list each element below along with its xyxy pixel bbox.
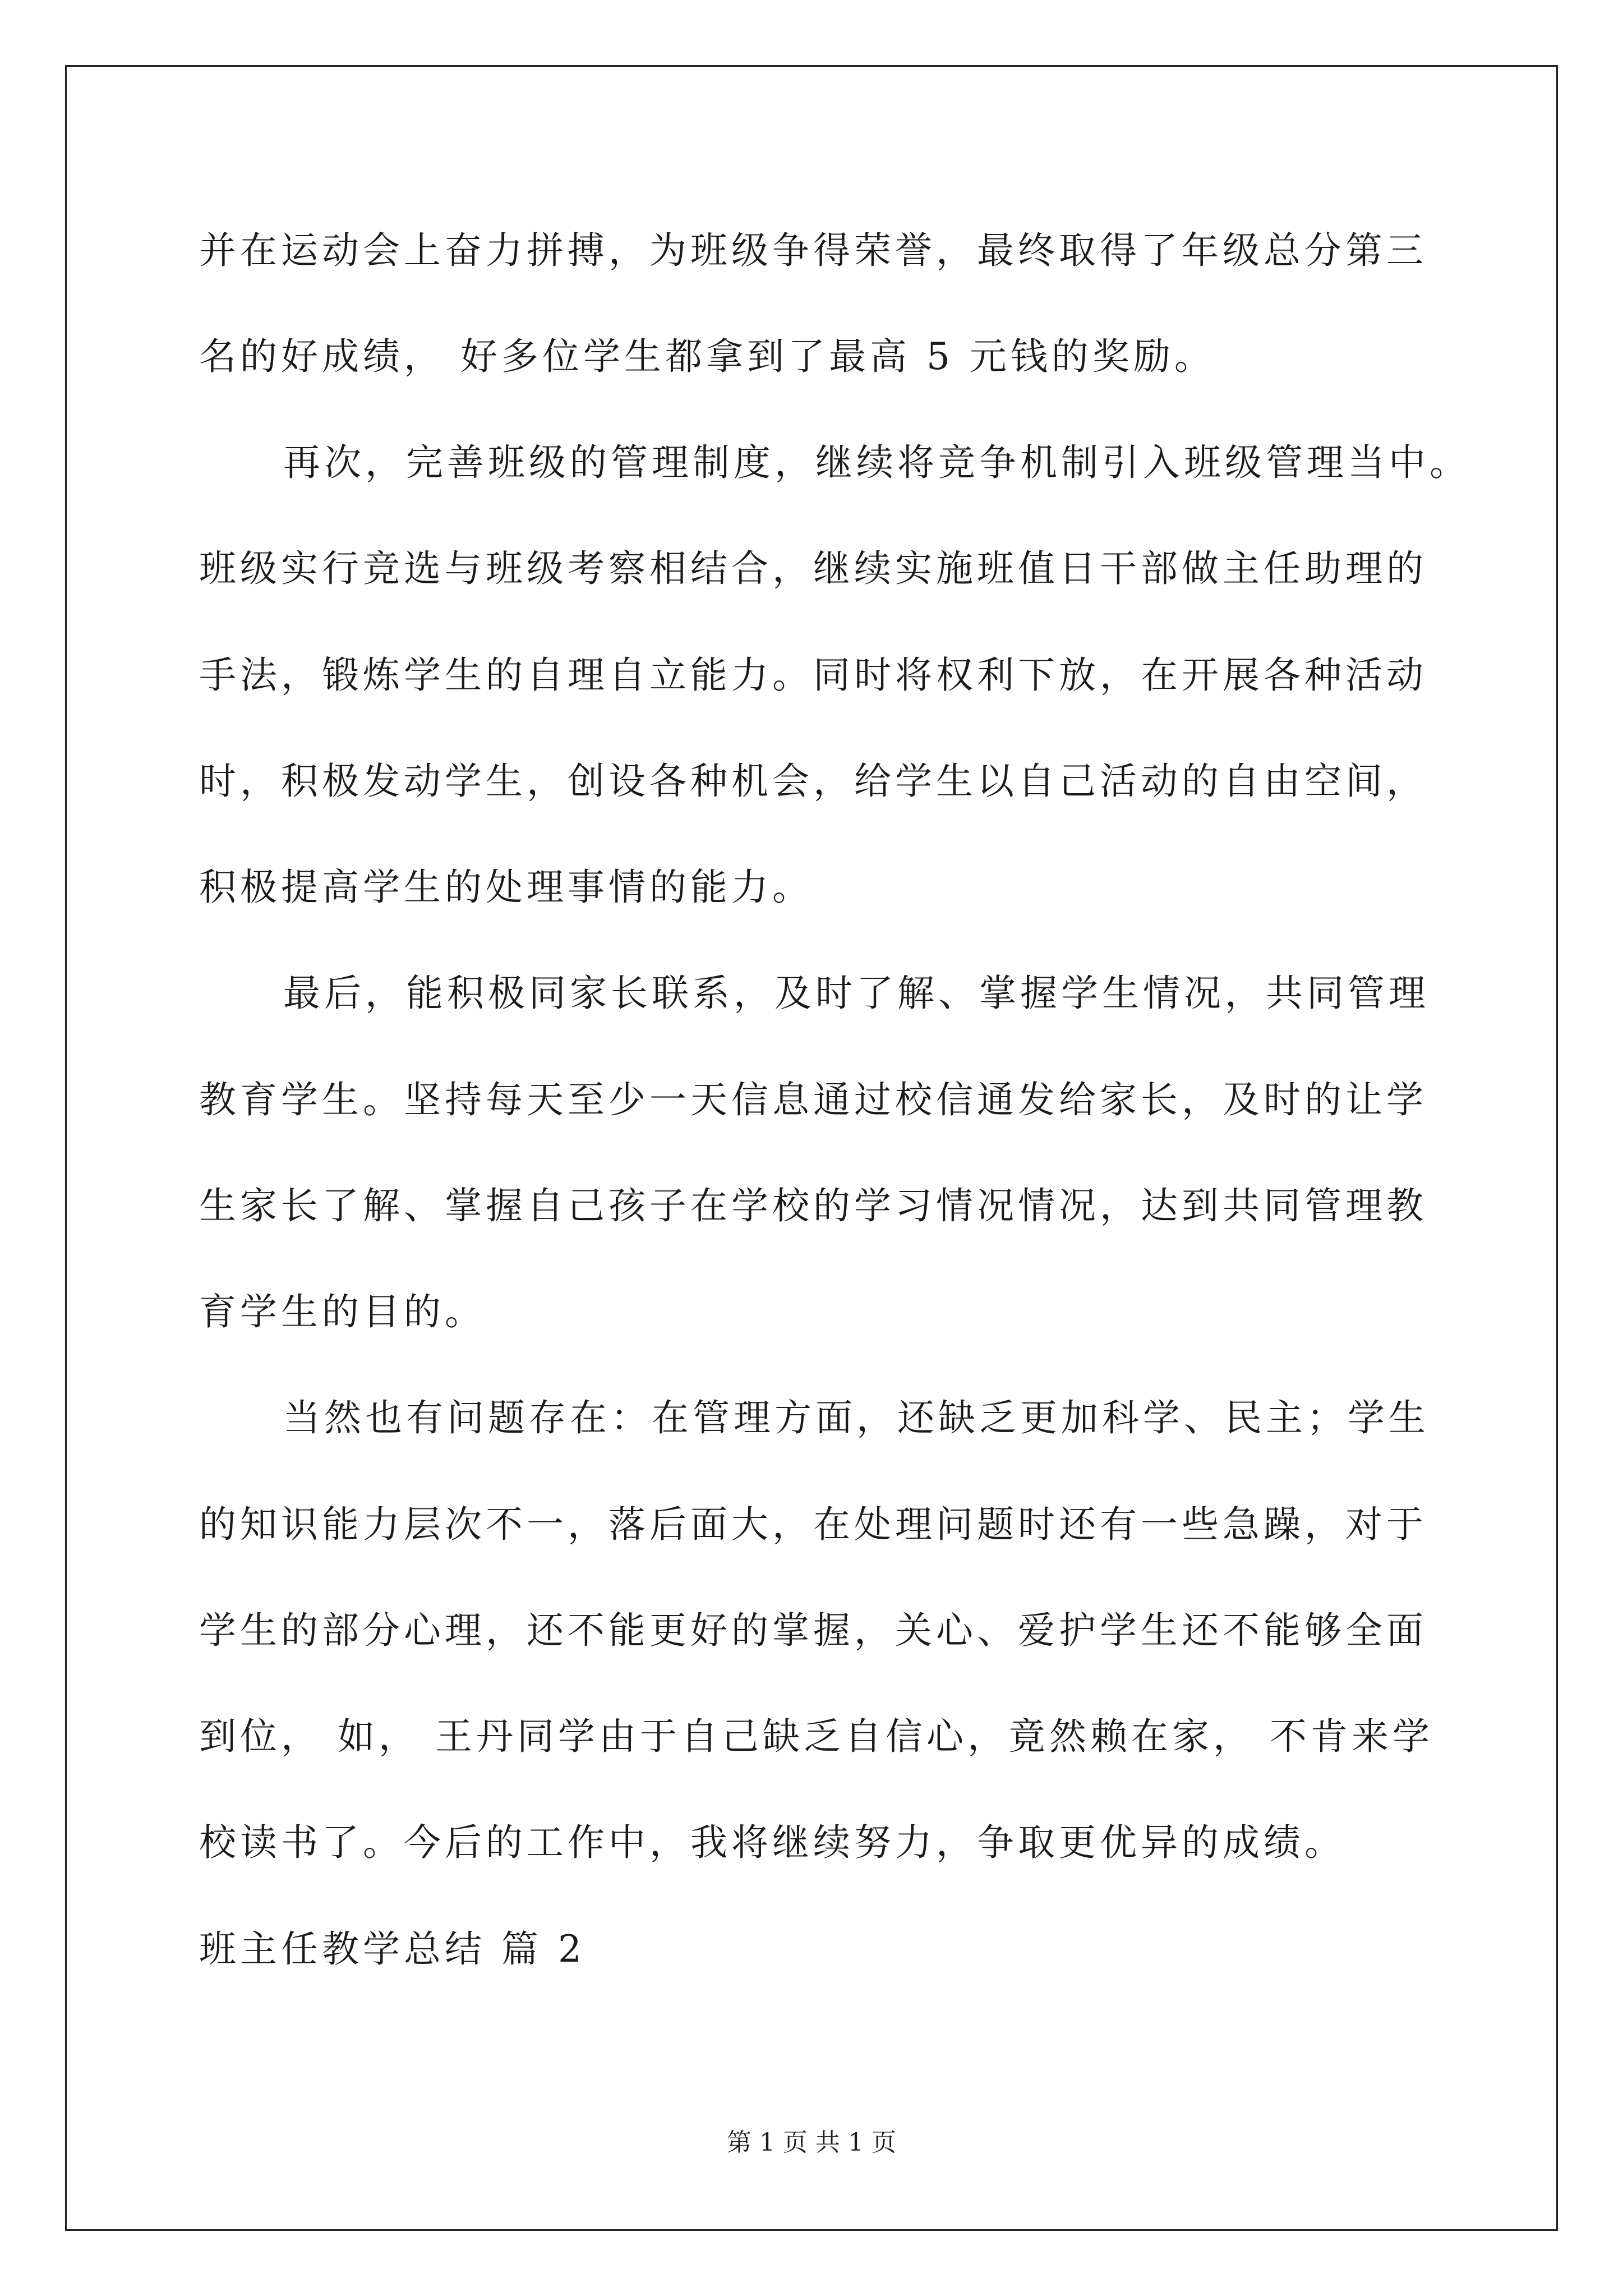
text-line: 名的好成绩， 好多位学生都拿到了最高 5 元钱的奖励。 bbox=[199, 335, 1215, 378]
paragraph-start-line: 最后，能积极同家长联系，及时了解、掌握学生情况，共同管理 bbox=[283, 972, 1430, 1015]
text-line: 手法，锻炼学生的自理自立能力。同时将权利下放，在开展各种活动 bbox=[199, 654, 1427, 697]
page-footer: 第 1 页 共 1 页 bbox=[727, 2128, 896, 2157]
text-line: 校读书了。今后的工作中，我将继续努力，争取更优异的成绩。 bbox=[199, 1821, 1345, 1864]
text-line: 教育学生。坚持每天至少一天信息通过校信通发给家长，及时的让学 bbox=[199, 1078, 1427, 1121]
text-line: 到位， 如， 王丹同学由于自己缺乏自信心，竟然赖在家， 不肯来学 bbox=[199, 1715, 1433, 1758]
text-line: 时，积极发动学生，创设各种机会，给学生以自己活动的自由空间， bbox=[199, 760, 1427, 803]
text-line: 的知识能力层次不一，落后面大，在处理问题时还有一些急躁，对于 bbox=[199, 1503, 1427, 1546]
page-border bbox=[65, 65, 1558, 2231]
text-line: 育学生的目的。 bbox=[199, 1290, 486, 1333]
text-line: 班级实行竞选与班级考察相结合，继续实施班值日干部做主任助理的 bbox=[199, 547, 1427, 590]
text-line: 积极提高学生的处理事情的能力。 bbox=[199, 866, 813, 909]
section-heading: 班主任教学总结 篇 2 bbox=[199, 1927, 585, 1971]
text-line: 生家长了解、掌握自己孩子在学校的学习情况情况，达到共同管理教 bbox=[199, 1184, 1427, 1227]
paragraph-start-line: 当然也有问题存在：在管理方面，还缺乏更加科学、民主；学生 bbox=[283, 1396, 1430, 1439]
paragraph-start-line: 再次，完善班级的管理制度，继续将竞争机制引入班级管理当中。 bbox=[283, 441, 1470, 484]
text-line: 学生的部分心理，还不能更好的掌握，关心、爱护学生还不能够全面 bbox=[199, 1609, 1427, 1652]
text-line: 并在运动会上奋力拼搏，为班级争得荣誉，最终取得了年级总分第三 bbox=[199, 229, 1427, 272]
